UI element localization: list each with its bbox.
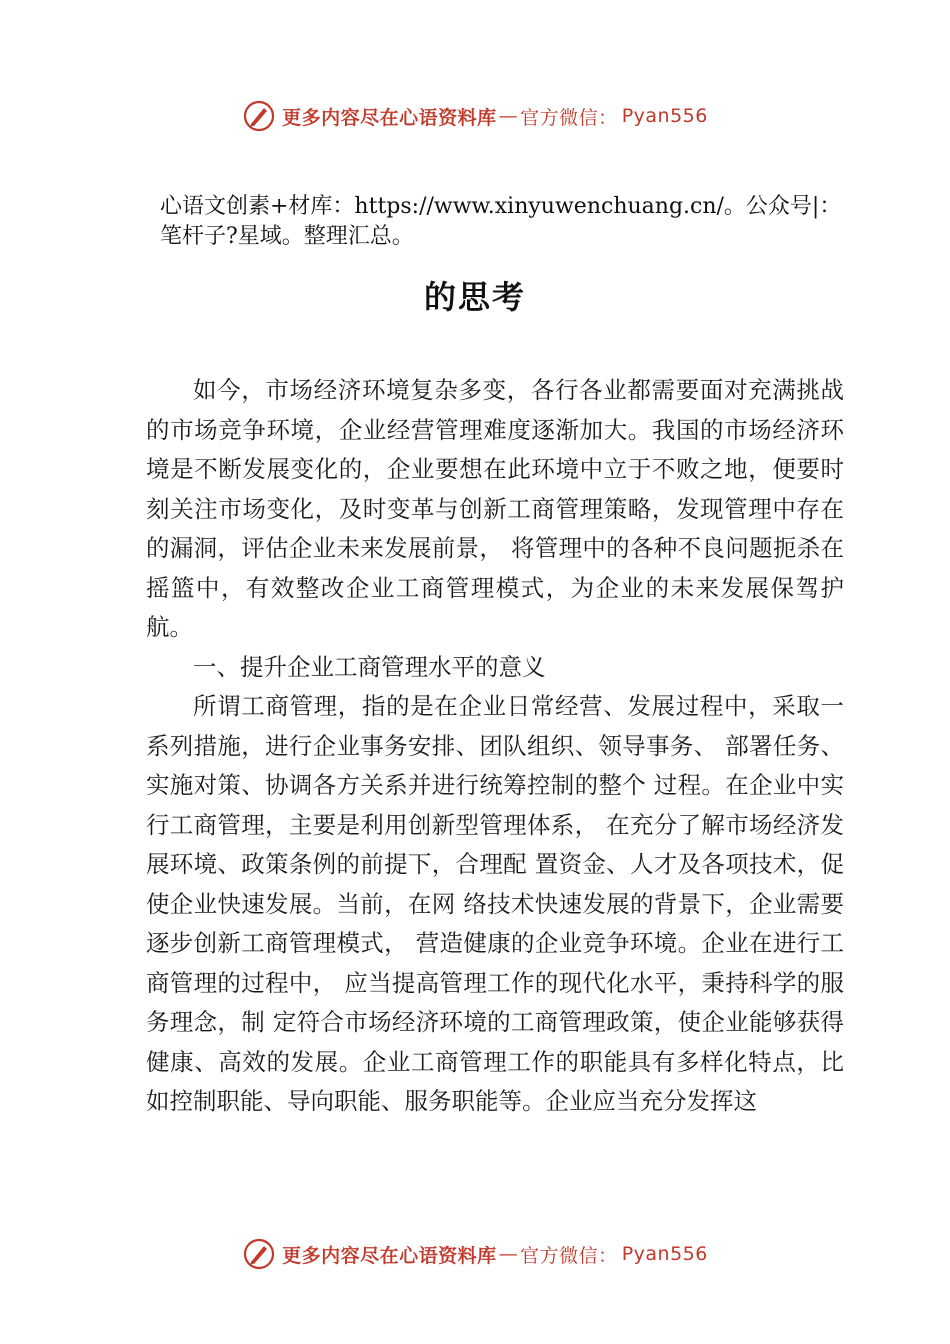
footer-wechat-id: Pyan556 (621, 1243, 708, 1265)
quill-pen-logo-icon (242, 1237, 276, 1271)
source-attribution: 心语文创素+材库：https://www.xinyuwenchuang.cn/。公众号|：笔杆子?星域。整理汇总。 (160, 194, 842, 249)
footer-brand-text: 更多内容尽在心语资料库 (282, 1244, 497, 1267)
banner-wechat-label: 官方微信： (520, 106, 618, 129)
footer-wechat-label: 官方微信： (520, 1244, 618, 1267)
footer-separator: — (498, 1243, 519, 1265)
banner-brand-text: 更多内容尽在心语资料库 (282, 106, 497, 129)
banner-separator: — (498, 105, 519, 127)
header-banner (0, 96, 950, 136)
banner-wechat-id: Pyan556 (621, 105, 708, 127)
footer-banner (0, 1234, 950, 1274)
paragraph-intro: 如今，市场经济环境复杂多变，各行各业都需要面对充满挑战的市场竞争环境，企业经营管理难度逐渐加大。我国的市场经济环境是不断发展变化的，企业要想在此环境中立于不败之地，便要时刻关注市场变化，及时变革与创新工商管理策略，发现管理中存在的漏洞，评估企业未来发展前景， 将管理中的各种不良问题扼杀在摇篮中，有效整改企业工商管理模式，为企业的未来发展保驾护航。 (146, 376, 844, 641)
document-title: 的思考 (423, 278, 526, 316)
section-heading: 一、提升企业工商管理水平的意义 (193, 652, 546, 681)
paragraph-definition: 所谓工商管理，指的是在企业日常经营、发展过程中，采取一系列措施，进行企业事务安排、团队组织、领导事务、 部署任务、实施对策、协调各方关系并进行统筹控制的整个 过程。在企业中实行工商管理，主要是利用创新型管理体系， 在充分了解市场经济发展环境、政策条例的前提下，合理配 置资金、人才及各项技术，促使企业快速发展。当前，在网 络技术快速发展的背景下，企业需要逐步创新工商管理模式， 营造健康的企业竞争环境。企业在进行工商管理的过程中， 应当提高管理工作的现代化水平，秉持科学的服务理念，制 定符合市场经济环境的工商管理政策，使企业能够获得健康、高效的发展。企业工商管理工作的职能具有多样化特点，比 如控制职能、导向职能、服务职能等。企业应当充分发挥这 (146, 692, 844, 1115)
document-body (146, 371, 844, 1122)
quill-pen-logo-icon (242, 99, 276, 133)
